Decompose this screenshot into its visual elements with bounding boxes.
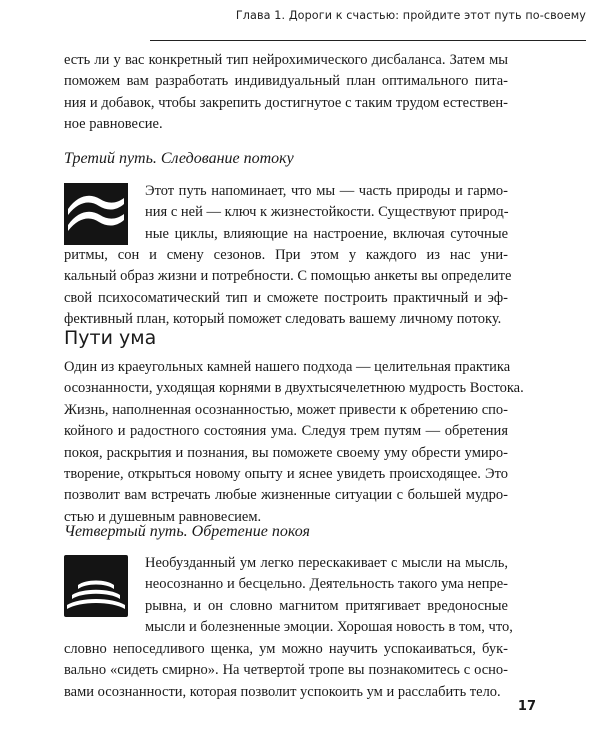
text-line: ния и добавок, чтобы закрепить достигнутое с таким трудом естествен- <box>64 94 508 111</box>
calm-ripples-icon <box>64 555 128 617</box>
text-line: рывна, и он словно магнитом притягивает вредоносные <box>145 597 508 614</box>
text-line: позволит вам встречать любые жизненные ситуации с большей мудро- <box>64 487 508 504</box>
text-line: койного и радостного состояния ума. Следуя трем путям — обретения <box>64 423 508 440</box>
text-line: стью и душевным равновесием. <box>64 508 262 525</box>
text-line: неосознанно и бесцельно. Деятельность такого ума непре- <box>145 576 508 593</box>
text-line: Этот путь напоминает, что мы — часть природы и гармо- <box>145 183 508 199</box>
text-line: Один из краеугольных камней нашего подхода — целительная практика <box>64 359 511 375</box>
intro-paragraph <box>64 50 508 136</box>
text-line: ные циклы, влияющие на настроение, включая суточные <box>145 225 508 242</box>
text-line: ритмы, сон и смену сезонов. При этом у каждого из нас уни- <box>64 247 508 263</box>
waves-icon <box>64 183 128 245</box>
text-line: творение, открыться новому опыту и яснее увидеть происходящее. Это <box>64 466 508 483</box>
text-line: мысли и болезненные эмоции. Хорошая новость в том, что, <box>145 619 513 636</box>
section-heading: Пути ума <box>64 327 157 349</box>
section4-title: Четвертый путь. Обретение покоя <box>64 523 310 540</box>
section4-text-wrapped <box>145 553 513 639</box>
text-line: вально «сидеть смирно». На четвертой тропе вы познакомитесь с осно- <box>64 662 508 679</box>
text-line: вами осознанности, которая позволит успокоить ум и расслабить тело. <box>64 683 501 700</box>
text-line: Необузданный ум легко перескакивает с мысли на мысль, <box>145 555 508 571</box>
text-line: есть ли у вас конкретный тип нейрохимического дисбаланса. Затем мы <box>64 52 508 68</box>
text-line: Жизнь, наполненная осознанностью, может привести к обретению спо- <box>64 401 508 418</box>
running-header <box>150 0 586 41</box>
section3-text <box>64 245 512 331</box>
text-line: фективный план, который поможет следовать вашему личному потоку. <box>64 311 502 328</box>
text-line: покоя, раскрытия и познания, вы поможете своему уму обрести умиро- <box>64 444 508 461</box>
mind-paragraph <box>64 357 524 528</box>
text-line: ния с ней — ключ к жизнестойкости. Существуют природ- <box>145 204 509 221</box>
text-line: поможем вам разработать индивидуальный план оптимального пита- <box>64 73 508 90</box>
text-line: ное равновесие. <box>64 116 163 133</box>
text-line: словно непоседливого щенка, ум можно научить успокаиваться, бук- <box>64 641 508 657</box>
section3-text-wrapped <box>145 181 508 245</box>
section4-text <box>64 639 508 703</box>
page-number: 17 <box>517 699 536 714</box>
text-line: свой психосоматический тип и сможете построить практичный и эф- <box>64 289 508 306</box>
chapter-title: Глава 1. Дороги к счастью: пройдите этот путь по-своему <box>235 9 586 22</box>
section3-title: Третий путь. Следование потоку <box>64 150 294 167</box>
text-line: кальный образ жизни и потребности. С помощью анкеты вы определите <box>64 268 512 285</box>
text-line: осознанности, уходящая корнями в двухтысячелетнюю мудрость Востока. <box>64 380 524 397</box>
